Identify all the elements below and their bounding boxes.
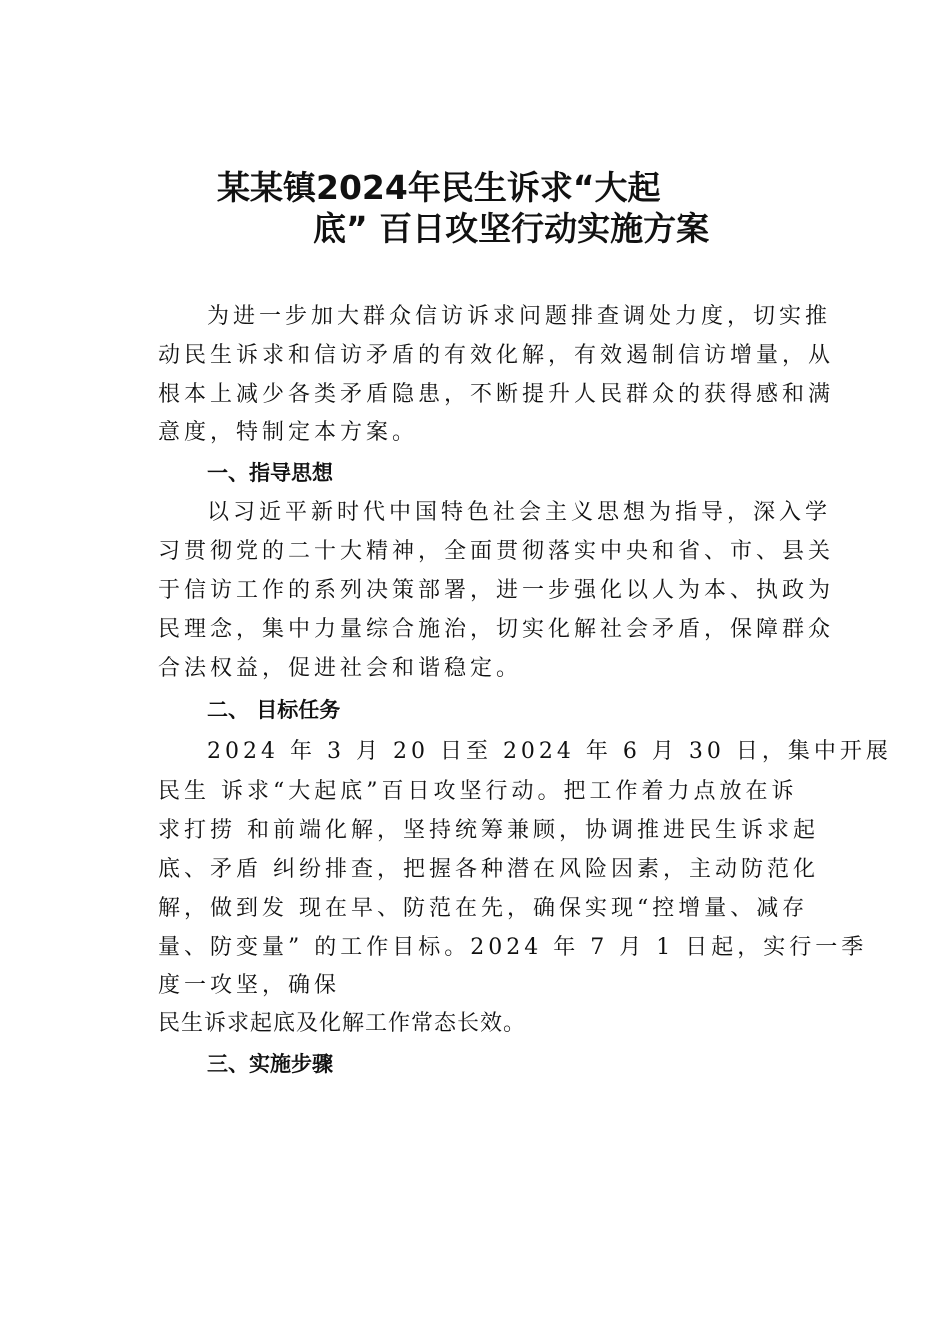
section2-line-8: 民生诉求起底及化解工作常态长效。	[158, 1011, 527, 1036]
section2-line-5: 解，做到发 现在早、防范在先，确保实现“控增量、减存	[158, 896, 809, 921]
section2-line-6: 量、防变量” 的工作目标。2024 年 7 月 1 日起，实行一季	[158, 935, 868, 960]
section-heading-goals-tasks: 二、 目标任务	[207, 698, 341, 722]
section2-line-1: 2024 年 3 月 20 日至 2024 年 6 月 30 日，集中开展	[207, 739, 892, 764]
intro-line-4: 意度，特制定本方案。	[158, 420, 419, 445]
section2-line-7: 度一攻坚，确保	[158, 973, 341, 998]
document-title-line-1: 某某镇2024年民生诉求“大起	[217, 168, 661, 207]
section2-line-3: 求打捞 和前端化解，坚持统筹兼顾，协调推进民生诉求起	[158, 818, 819, 843]
section-heading-guiding-ideology: 一、指导思想	[207, 461, 333, 485]
section-heading-implementation-steps: 三、实施步骤	[207, 1052, 333, 1076]
section1-line-5: 合法权益，促进社会和谐稳定。	[158, 656, 523, 681]
document-title-line-2: 底” 百日攻坚行动实施方案	[313, 209, 710, 248]
section2-line-2: 民生 诉求“大起底”百日攻坚行动。把工作着力点放在诉	[158, 779, 798, 804]
intro-line-3: 根本上减少各类矛盾隐患，不断提升人民群众的获得感和满	[158, 382, 835, 407]
section1-line-4: 民理念，集中力量综合施治，切实化解社会矛盾，保障群众	[158, 617, 835, 642]
section1-line-2: 习贯彻党的二十大精神，全面贯彻落实中央和省、市、县关	[158, 539, 835, 564]
intro-line-1: 为进一步加大群众信访诉求问题排查调处力度，切实推	[207, 304, 832, 329]
section2-line-4: 底、矛盾 纠纷排查，把握各种潜在风险因素，主动防范化	[158, 857, 819, 882]
section1-line-1: 以习近平新时代中国特色社会主义思想为指导，深入学	[207, 500, 832, 525]
intro-line-2: 动民生诉求和信访矛盾的有效化解，有效遏制信访增量，从	[158, 343, 835, 368]
section1-line-3: 于信访工作的系列决策部署，进一步强化以人为本、执政为	[158, 578, 835, 603]
